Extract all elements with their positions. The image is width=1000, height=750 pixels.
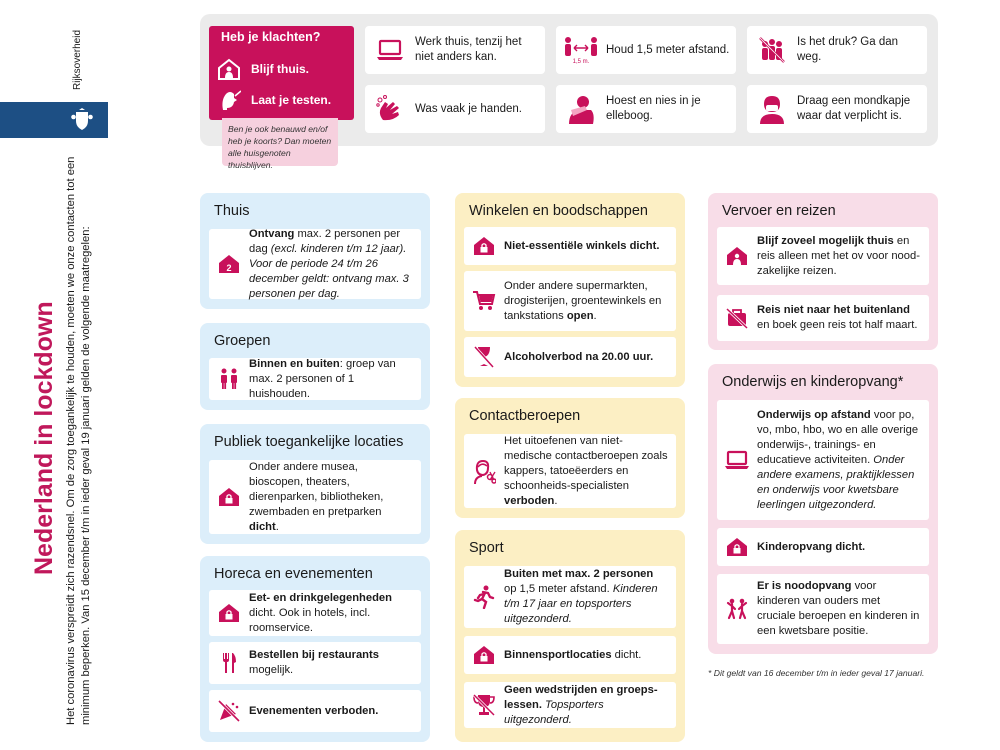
laptop-icon xyxy=(717,450,757,470)
mask-icon xyxy=(747,94,797,124)
item-text: en reis alleen met het ov voor nood-zakelijke reizen. xyxy=(757,234,920,277)
list-item xyxy=(464,227,676,265)
list-item xyxy=(209,590,421,636)
sneeze-icon xyxy=(556,94,606,124)
list-item xyxy=(209,690,421,732)
item-bold: Niet-essentiële winkels dicht. xyxy=(504,239,660,252)
brand-name: Rijksoverheid xyxy=(72,29,83,90)
children-icon xyxy=(717,598,757,620)
complaints-box xyxy=(209,26,354,120)
list-item xyxy=(209,358,421,400)
list-item xyxy=(464,271,676,331)
list-item xyxy=(464,434,676,508)
no-trophy-icon xyxy=(464,693,504,717)
rule-text: Draag een mondkapje waar dat verplicht is. xyxy=(797,95,911,122)
item-bold: Kinderopvang dicht. xyxy=(757,540,866,553)
list-item xyxy=(464,636,676,674)
item-bold: Binnen en buiten xyxy=(249,357,340,370)
section-title: Sport xyxy=(469,540,504,556)
section-title: Publiek toegankelijke locaties xyxy=(214,434,404,450)
two-people-icon xyxy=(209,368,249,390)
hairdresser-icon xyxy=(464,458,504,484)
cutlery-icon xyxy=(209,652,249,674)
item-bold: verboden xyxy=(504,494,555,507)
list-item xyxy=(717,574,929,644)
section-vervoer xyxy=(708,193,938,350)
item-text: . xyxy=(275,520,279,533)
footnote: * Dit geldt van 16 december t/m in ieder geval 17 januari. xyxy=(708,668,925,678)
no-travel-icon xyxy=(717,307,757,329)
item-bold: open xyxy=(566,309,594,322)
rule-tile-crowd xyxy=(747,26,927,74)
section-title: Thuis xyxy=(214,203,250,219)
rule-tile-mask xyxy=(747,85,927,133)
house-person-icon xyxy=(217,58,241,80)
item-text: . xyxy=(593,309,597,322)
section-title: Horeca en evenementen xyxy=(214,566,373,582)
laptop-icon xyxy=(365,39,415,61)
item-bold: Reis niet naar het buitenland xyxy=(757,304,910,316)
item-bold: Alcoholverbod na 20.00 uur. xyxy=(504,350,654,363)
cart-icon xyxy=(464,290,504,312)
intro-text: Het coronavirus verspreidt zich razendsnel. Om de zorg toegankelijk te houden, moeten we onze contacten tot een minimum beperken. Van 15 december t/m in ieder geval 19 januari gelden de volgende maatregelen: xyxy=(65,156,92,725)
section-publiek xyxy=(200,424,430,544)
test-swab-icon xyxy=(217,88,241,112)
section-title: Contactberoepen xyxy=(469,408,581,424)
list-item xyxy=(464,682,676,728)
item-bold: Ontvang xyxy=(249,227,295,240)
house-person-icon xyxy=(717,246,757,266)
distance-icon xyxy=(556,35,606,65)
item-text: : groep van max. 2 personen of 1 huishouden. xyxy=(249,357,396,400)
section-contactberoepen xyxy=(455,398,685,518)
rule-text: Is het druk? Ga dan weg. xyxy=(797,36,899,63)
item-text: dicht. xyxy=(611,648,642,661)
item-bold: Buiten met max. 2 personen xyxy=(504,568,654,580)
page-title: Nederland in lockdown xyxy=(30,301,58,575)
item-bold: Er is noodopvang xyxy=(757,580,852,592)
section-title: Winkelen en boodschappen xyxy=(469,203,648,219)
item-italic: (excl. kinderen t/m 12 jaar). Voor de periode 24 t/m 26 december geldt: ontvang max. 3 personen per dag. xyxy=(249,242,409,300)
item-text: Onder andere supermarkten, drogisterijen, groentewinkels en tankstations xyxy=(504,279,662,322)
list-item xyxy=(209,229,421,299)
runner-icon xyxy=(464,585,504,609)
section-thuis xyxy=(200,193,430,309)
list-item xyxy=(717,295,929,341)
item-text: en boek geen reis tot half maart. xyxy=(757,319,918,331)
rule-text: Houd 1,5 meter afstand. xyxy=(606,43,730,56)
distance-icon-label: 1,5 m. xyxy=(572,59,590,65)
house-2-icon xyxy=(209,254,249,274)
section-title: Vervoer en reizen xyxy=(722,203,836,219)
item-bold: Evenementen verboden. xyxy=(249,704,379,717)
section-onderwijs xyxy=(708,364,938,654)
item-text: op 1,5 meter afstand. xyxy=(504,583,613,595)
section-sport xyxy=(455,530,685,742)
item-text: max. 2 personen per dag xyxy=(249,227,401,255)
rule-text: Was vaak je handen. xyxy=(415,102,522,115)
item-italic: Topsporters uitgezonderd. xyxy=(504,698,604,726)
section-title: Onderwijs en kinderopvang* xyxy=(722,374,904,390)
list-item xyxy=(717,227,929,285)
stay-home-label: Blijf thuis. xyxy=(251,62,309,76)
item-bold: Bestellen bij restaurants xyxy=(249,649,379,661)
rule-tile-wash-hands xyxy=(365,85,545,133)
item-text: mogelijk. xyxy=(249,664,294,676)
section-horeca xyxy=(200,556,430,742)
item-bold: Geen wedstrijden en groeps-lessen. xyxy=(504,683,658,711)
rule-text: Hoest en nies in je elleboog. xyxy=(606,95,701,122)
list-item xyxy=(464,337,676,377)
list-item xyxy=(717,528,929,566)
list-item xyxy=(209,460,421,534)
section-winkelen xyxy=(455,193,685,387)
item-bold: Binnensportlocaties xyxy=(504,648,612,661)
item-bold: Blijf zoveel mogelijk thuis xyxy=(757,234,894,247)
locked-house-icon xyxy=(717,537,757,557)
item-bold: Eet- en drinkgelegenheden xyxy=(249,591,392,604)
section-groepen xyxy=(200,323,430,410)
item-text: voor kinderen van ouders met cruciale beroepen en kinderen in een kwetsbare positie. xyxy=(757,580,920,637)
handwash-icon xyxy=(365,94,415,124)
crowd-icon xyxy=(747,36,797,64)
rule-text: Werk thuis, tenzij het niet anders kan. xyxy=(415,36,522,63)
rule-tile-sneeze xyxy=(556,85,736,133)
list-item xyxy=(464,566,676,628)
list-item xyxy=(209,642,421,684)
rule-tile-distance xyxy=(556,26,736,74)
locked-house-icon xyxy=(464,236,504,256)
list-item xyxy=(717,400,929,520)
item-text: dicht. Ook in hotels, incl. roomservice. xyxy=(249,606,371,634)
item-text: . xyxy=(554,494,558,507)
item-bold: Onderwijs op afstand xyxy=(757,408,871,421)
complaints-note: Ben je ook benauwd en/of heb je koorts? Dan moeten alle huisgenoten thuisblijven. xyxy=(222,118,338,166)
coat-of-arms-icon xyxy=(70,108,94,132)
locked-house-icon xyxy=(209,603,249,623)
item-italic: Kinderen t/m 17 jaar en topsporters uitgezonderd. xyxy=(504,583,658,625)
rule-tile-work-home xyxy=(365,26,545,74)
locked-house-icon xyxy=(209,487,249,507)
item-text: Het uitoefenen van niet-medische contactberoepen zoals kappers, tatoeëerders en schoonheids-specialisten xyxy=(504,434,668,492)
get-tested-label: Laat je testen. xyxy=(251,93,332,107)
no-alcohol-icon xyxy=(464,345,504,369)
house-2-label: 2 xyxy=(226,263,232,273)
complaints-heading: Heb je klachten? xyxy=(221,30,321,44)
item-text: voor po, vo, mbo, hbo, wo en alle overige onderwijs-, trainings- en educatieve activiteiten. xyxy=(757,408,919,466)
item-bold: dicht xyxy=(249,520,276,533)
item-text: Onder andere musea, bioscopen, theaters, dierenparken, bibliotheken, zwembaden en pretparken xyxy=(249,460,384,518)
no-events-icon xyxy=(209,699,249,723)
section-title: Groepen xyxy=(214,333,271,349)
locked-house-icon xyxy=(464,645,504,665)
item-italic: Onder andere examens, praktijklessen en onderwijs voor kwetsbare leerlingen uitgezonderd. xyxy=(757,453,915,511)
